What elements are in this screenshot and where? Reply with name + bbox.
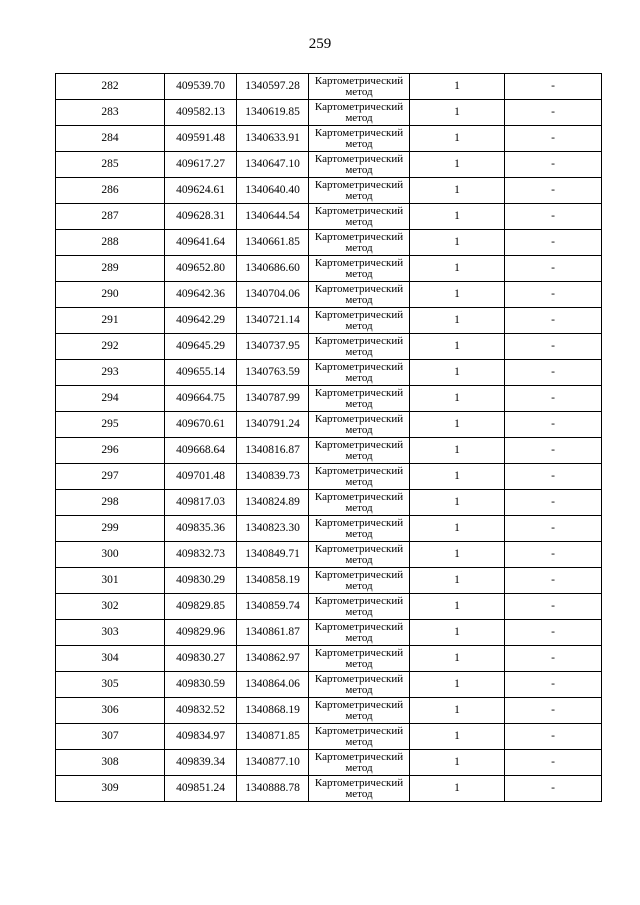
table-row [56,516,602,542]
point-number-cell: 296 [56,438,165,464]
method-cell [309,152,410,178]
method-line-2: метод [345,397,373,410]
accuracy-cell: 1 [410,256,505,282]
accuracy-cell: 1 [410,490,505,516]
point-number-cell: 291 [56,308,165,334]
table-row [56,646,602,672]
point-number-cell: 299 [56,516,165,542]
accuracy-cell: 1 [410,698,505,724]
method-cell [309,360,410,386]
y-coordinate-cell: 1340686.60 [237,256,309,282]
method-line-2: метод [345,449,373,462]
note-cell: - [505,646,602,672]
note-cell: - [505,750,602,776]
coordinates-table-body [56,74,602,802]
y-coordinate-cell: 1340704.06 [237,282,309,308]
x-coordinate-cell: 409830.29 [165,568,237,594]
method-line-1: Картометрический [314,152,404,165]
method-line-1: Картометрический [314,282,404,295]
y-coordinate-cell: 1340862.97 [237,646,309,672]
note-cell: - [505,178,602,204]
table-row [56,672,602,698]
accuracy-cell: 1 [410,516,505,542]
method-line-2: метод [345,137,373,150]
point-number-cell: 308 [56,750,165,776]
method-line-1: Картометрический [314,438,404,451]
x-coordinate-cell: 409839.34 [165,750,237,776]
accuracy-cell: 1 [410,100,505,126]
method-line-1: Картометрический [314,490,404,503]
x-coordinate-cell: 409834.97 [165,724,237,750]
method-cell [309,646,410,672]
point-number-cell: 306 [56,698,165,724]
method-line-1: Картометрический [314,516,404,529]
note-cell: - [505,542,602,568]
x-coordinate-cell: 409830.59 [165,672,237,698]
accuracy-cell: 1 [410,672,505,698]
accuracy-cell: 1 [410,386,505,412]
y-coordinate-cell: 1340619.85 [237,100,309,126]
table-row [56,594,602,620]
method-cell [309,516,410,542]
y-coordinate-cell: 1340597.28 [237,74,309,100]
method-line-1: Картометрический [314,100,404,113]
x-coordinate-cell: 409817.03 [165,490,237,516]
method-cell [309,386,410,412]
method-line-2: метод [345,631,373,644]
table-row [56,74,602,100]
y-coordinate-cell: 1340787.99 [237,386,309,412]
note-cell: - [505,516,602,542]
method-line-1: Картометрический [314,334,404,347]
method-line-2: метод [345,241,373,254]
method-line-1: Картометрический [314,412,404,425]
method-cell [309,620,410,646]
table-row [56,282,602,308]
method-cell [309,230,410,256]
note-cell: - [505,698,602,724]
method-line-2: метод [345,527,373,540]
point-number-cell: 288 [56,230,165,256]
note-cell: - [505,412,602,438]
y-coordinate-cell: 1340849.71 [237,542,309,568]
accuracy-cell: 1 [410,152,505,178]
accuracy-cell: 1 [410,750,505,776]
method-line-2: метод [345,319,373,332]
y-coordinate-cell: 1340816.87 [237,438,309,464]
method-line-2: метод [345,215,373,228]
method-cell [309,178,410,204]
note-cell: - [505,776,602,802]
accuracy-cell: 1 [410,464,505,490]
x-coordinate-cell: 409701.48 [165,464,237,490]
method-line-2: метод [345,605,373,618]
note-cell: - [505,308,602,334]
method-line-2: метод [345,501,373,514]
accuracy-cell: 1 [410,334,505,360]
note-cell: - [505,594,602,620]
accuracy-cell: 1 [410,620,505,646]
point-number-cell: 302 [56,594,165,620]
method-cell [309,308,410,334]
accuracy-cell: 1 [410,308,505,334]
method-line-1: Картометрический [314,542,404,555]
method-line-1: Картометрический [314,750,404,763]
coordinates-table [55,73,602,802]
y-coordinate-cell: 1340763.59 [237,360,309,386]
point-number-cell: 286 [56,178,165,204]
table-row [56,230,602,256]
x-coordinate-cell: 409832.73 [165,542,237,568]
table-row [56,308,602,334]
accuracy-cell: 1 [410,126,505,152]
method-line-2: метод [345,267,373,280]
method-cell [309,542,410,568]
point-number-cell: 289 [56,256,165,282]
note-cell: - [505,152,602,178]
note-cell: - [505,464,602,490]
page-number: 259 [308,36,332,52]
note-cell: - [505,490,602,516]
method-line-1: Картометрический [314,308,404,321]
point-number-cell: 295 [56,412,165,438]
note-cell: - [505,334,602,360]
method-cell [309,100,410,126]
accuracy-cell: 1 [410,568,505,594]
method-cell [309,776,410,802]
note-cell: - [505,438,602,464]
method-line-2: метод [345,475,373,488]
method-line-1: Картометрический [314,698,404,711]
point-number-cell: 284 [56,126,165,152]
method-line-1: Картометрический [314,464,404,477]
table-row [56,256,602,282]
accuracy-cell: 1 [410,360,505,386]
method-line-1: Картометрический [314,204,404,217]
method-line-2: метод [345,371,373,384]
y-coordinate-cell: 1340791.24 [237,412,309,438]
method-cell [309,464,410,490]
x-coordinate-cell: 409641.64 [165,230,237,256]
x-coordinate-cell: 409591.48 [165,126,237,152]
accuracy-cell: 1 [410,74,505,100]
method-line-1: Картометрический [314,74,404,87]
note-cell: - [505,100,602,126]
method-line-2: метод [345,735,373,748]
method-line-2: метод [345,657,373,670]
y-coordinate-cell: 1340858.19 [237,568,309,594]
note-cell: - [505,724,602,750]
note-cell: - [505,230,602,256]
x-coordinate-cell: 409582.13 [165,100,237,126]
point-number-cell: 282 [56,74,165,100]
accuracy-cell: 1 [410,594,505,620]
method-line-2: метод [345,85,373,98]
x-coordinate-cell: 409830.27 [165,646,237,672]
x-coordinate-cell: 409655.14 [165,360,237,386]
accuracy-cell: 1 [410,776,505,802]
x-coordinate-cell: 409829.96 [165,620,237,646]
x-coordinate-cell: 409835.36 [165,516,237,542]
y-coordinate-cell: 1340871.85 [237,724,309,750]
method-cell [309,490,410,516]
method-line-1: Картометрический [314,178,404,191]
x-coordinate-cell: 409851.24 [165,776,237,802]
point-number-cell: 294 [56,386,165,412]
y-coordinate-cell: 1340633.91 [237,126,309,152]
table-row [56,490,602,516]
accuracy-cell: 1 [410,204,505,230]
method-line-1: Картометрический [314,256,404,269]
accuracy-cell: 1 [410,646,505,672]
y-coordinate-cell: 1340877.10 [237,750,309,776]
method-cell [309,412,410,438]
note-cell: - [505,620,602,646]
method-line-1: Картометрический [314,620,404,633]
method-line-2: метод [345,189,373,202]
method-cell [309,334,410,360]
note-cell: - [505,204,602,230]
note-cell: - [505,672,602,698]
table-row [56,386,602,412]
note-cell: - [505,282,602,308]
method-line-1: Картометрический [314,646,404,659]
point-number-cell: 283 [56,100,165,126]
y-coordinate-cell: 1340864.06 [237,672,309,698]
x-coordinate-cell: 409624.61 [165,178,237,204]
accuracy-cell: 1 [410,178,505,204]
point-number-cell: 305 [56,672,165,698]
method-cell [309,204,410,230]
y-coordinate-cell: 1340737.95 [237,334,309,360]
table-row [56,750,602,776]
point-number-cell: 298 [56,490,165,516]
table-row [56,438,602,464]
x-coordinate-cell: 409670.61 [165,412,237,438]
method-line-2: метод [345,345,373,358]
point-number-cell: 301 [56,568,165,594]
y-coordinate-cell: 1340647.10 [237,152,309,178]
table-row [56,334,602,360]
table-row [56,204,602,230]
method-cell [309,750,410,776]
method-cell [309,724,410,750]
y-coordinate-cell: 1340661.85 [237,230,309,256]
point-number-cell: 297 [56,464,165,490]
method-line-1: Картометрический [314,724,404,737]
point-number-cell: 309 [56,776,165,802]
x-coordinate-cell: 409652.80 [165,256,237,282]
note-cell: - [505,74,602,100]
method-line-1: Картометрический [314,360,404,373]
method-line-2: метод [345,787,373,800]
method-line-2: метод [345,709,373,722]
method-cell [309,256,410,282]
y-coordinate-cell: 1340868.19 [237,698,309,724]
y-coordinate-cell: 1340859.74 [237,594,309,620]
table-row [56,542,602,568]
x-coordinate-cell: 409539.70 [165,74,237,100]
method-line-1: Картометрический [314,126,404,139]
point-number-cell: 292 [56,334,165,360]
table-row [56,620,602,646]
y-coordinate-cell: 1340644.54 [237,204,309,230]
x-coordinate-cell: 409642.29 [165,308,237,334]
x-coordinate-cell: 409829.85 [165,594,237,620]
method-cell [309,672,410,698]
y-coordinate-cell: 1340721.14 [237,308,309,334]
method-line-2: метод [345,683,373,696]
note-cell: - [505,568,602,594]
method-line-1: Картометрический [314,230,404,243]
table-row [56,412,602,438]
method-line-1: Картометрический [314,568,404,581]
method-line-1: Картометрический [314,386,404,399]
accuracy-cell: 1 [410,282,505,308]
method-line-2: метод [345,163,373,176]
accuracy-cell: 1 [410,412,505,438]
table-row [56,724,602,750]
method-line-1: Картометрический [314,594,404,607]
method-line-2: метод [345,579,373,592]
y-coordinate-cell: 1340888.78 [237,776,309,802]
x-coordinate-cell: 409668.64 [165,438,237,464]
x-coordinate-cell: 409642.36 [165,282,237,308]
method-cell [309,438,410,464]
method-line-2: метод [345,553,373,566]
x-coordinate-cell: 409617.27 [165,152,237,178]
accuracy-cell: 1 [410,542,505,568]
method-line-2: метод [345,111,373,124]
x-coordinate-cell: 409645.29 [165,334,237,360]
table-row [56,360,602,386]
method-line-1: Картометрический [314,776,404,789]
point-number-cell: 300 [56,542,165,568]
note-cell: - [505,386,602,412]
method-line-2: метод [345,423,373,436]
point-number-cell: 290 [56,282,165,308]
method-line-2: метод [345,293,373,306]
point-number-cell: 307 [56,724,165,750]
point-number-cell: 304 [56,646,165,672]
point-number-cell: 287 [56,204,165,230]
y-coordinate-cell: 1340861.87 [237,620,309,646]
table-row [56,126,602,152]
method-cell [309,568,410,594]
method-cell [309,282,410,308]
accuracy-cell: 1 [410,230,505,256]
point-number-cell: 293 [56,360,165,386]
method-line-1: Картометрический [314,672,404,685]
table-row [56,568,602,594]
y-coordinate-cell: 1340823.30 [237,516,309,542]
table-row [56,776,602,802]
table-row [56,100,602,126]
table-row [56,178,602,204]
note-cell: - [505,126,602,152]
method-cell [309,74,410,100]
note-cell: - [505,360,602,386]
table-row [56,464,602,490]
point-number-cell: 303 [56,620,165,646]
method-cell [309,126,410,152]
x-coordinate-cell: 409832.52 [165,698,237,724]
table-row [56,698,602,724]
accuracy-cell: 1 [410,724,505,750]
y-coordinate-cell: 1340824.89 [237,490,309,516]
x-coordinate-cell: 409664.75 [165,386,237,412]
x-coordinate-cell: 409628.31 [165,204,237,230]
method-line-2: метод [345,761,373,774]
accuracy-cell: 1 [410,438,505,464]
method-cell [309,594,410,620]
y-coordinate-cell: 1340839.73 [237,464,309,490]
note-cell: - [505,256,602,282]
y-coordinate-cell: 1340640.40 [237,178,309,204]
method-cell [309,698,410,724]
table-row [56,152,602,178]
point-number-cell: 285 [56,152,165,178]
